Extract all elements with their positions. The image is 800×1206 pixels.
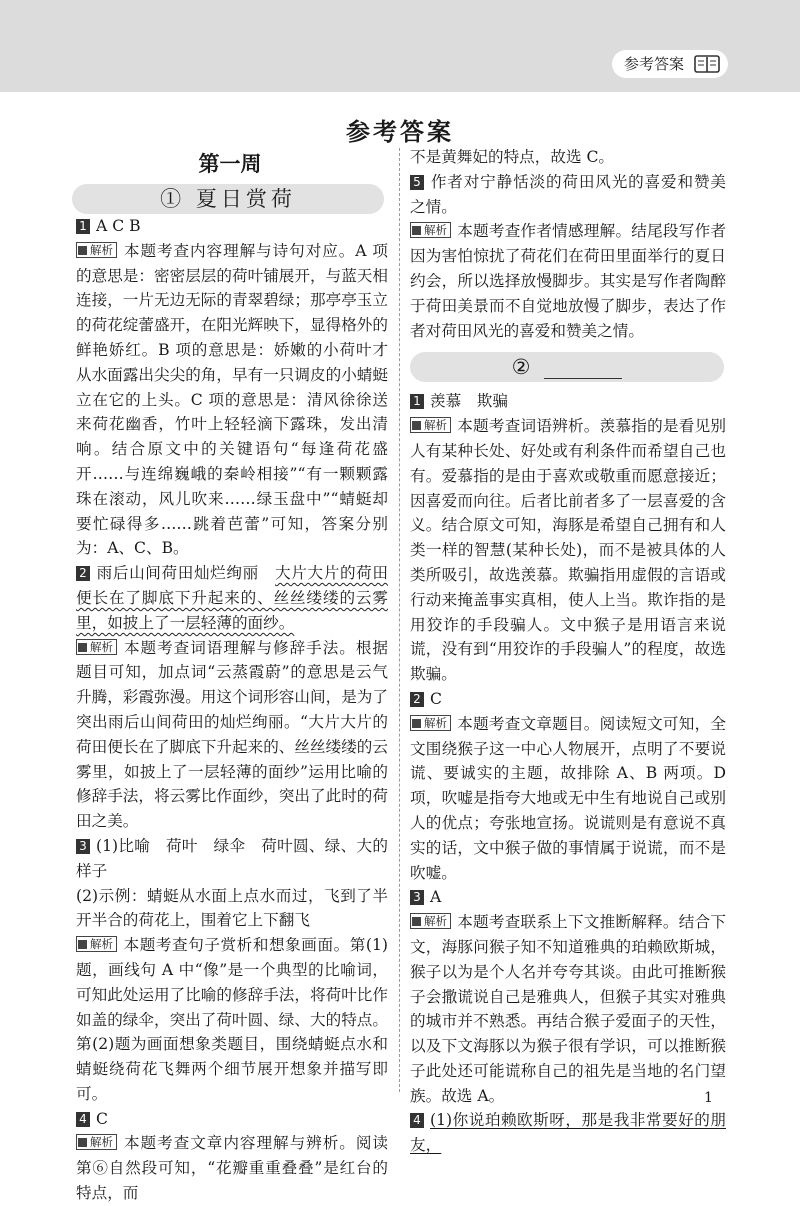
- answer-item: [410, 885, 726, 910]
- tag-square-icon: [78, 940, 87, 949]
- question-number: 2: [410, 692, 424, 707]
- analysis-text: 本题考查句子赏析和想象画面。第(1)题，画线句 A 中“像”是一个典型的比喻词，可知此处运用了比喻的修辞手法，将荷叶比作如盖的绿伞，突出了荷叶圆、绿、大的特点。第(2)题为画面想象类题目，围绕蜻蜓点水和蜻蜓绕荷花飞舞两个细节展开想象并描写即可。: [76, 936, 388, 1103]
- answer-item: [410, 170, 726, 220]
- analysis-text: 本题考查词语理解与修辞手法。根据题目可知，加点词“云蒸霞蔚”的意思是云气升腾，彩霞弥漫。用这个词形容山间，是为了突出雨后山间荷田的灿烂绚丽。“大片大片的荷田便长在了脚底下升起来的、丝丝缕缕的云雾里，如披上了一层轻薄的面纱”运用比喻的修辞手法，将云雾比作面纱，突出了此时的荷田之美。: [76, 638, 388, 831]
- lesson2-number: ②: [511, 355, 535, 379]
- analysis-text: 本题考查联系上下文推断解释。结合下文，海豚问猴子知不知道雅典的珀赖欧斯城，猴子以为是个人名并夸夸其谈。由此可推断猴子会撒谎说自己是雅典人，但猴子其实对雅典的城市并不熟悉。再结合猴子爱面子的天性，以及下文海豚以为猴子很有学识，可以推断猴子此处还可能谎称自己的祖先是当地的名门望族。故选 A。: [410, 913, 726, 1105]
- answer-item: [410, 1108, 726, 1158]
- analysis-tag: 解析: [410, 715, 451, 731]
- analysis-item: [410, 910, 726, 1108]
- answer-text: A: [430, 888, 442, 907]
- book-icon: [694, 55, 720, 73]
- page-title: 参考答案: [346, 118, 454, 146]
- analysis-tag: 解析: [410, 417, 451, 433]
- tag-square-icon: [412, 917, 421, 926]
- question-number: 1: [76, 219, 90, 234]
- analysis-item: [76, 636, 388, 834]
- analysis-tag: 解析: [76, 936, 117, 952]
- answer-item: [76, 214, 388, 239]
- tag-square-icon: [78, 1138, 87, 1147]
- banner-spacer: [410, 343, 726, 389]
- analysis-tag: 解析: [410, 913, 451, 929]
- analysis-item: [410, 219, 726, 343]
- answer-text: (1)你说珀赖欧斯呀，那是我非常要好的朋友，: [410, 1111, 726, 1155]
- analysis-item: [76, 1131, 388, 1205]
- right-column: [410, 145, 726, 1158]
- answer-text: A C B: [96, 217, 141, 235]
- answer-badge: [612, 50, 728, 78]
- tag-square-icon: [78, 246, 87, 255]
- analysis-tag: 解析: [410, 222, 451, 238]
- answer-text: 雨后山间荷田灿烂绚丽: [96, 564, 259, 583]
- answer-item-continued: (2)示例：蜻蜓从水面上点水而过，飞到了半开半合的荷花上，围着它上下翻飞: [76, 886, 388, 930]
- analysis-item: [410, 414, 726, 687]
- question-number: 3: [76, 839, 90, 854]
- question-number: 3: [410, 890, 424, 905]
- analysis-item: [76, 239, 388, 561]
- answer-item: [410, 389, 726, 414]
- answer-text: 羡慕 欺骗: [430, 392, 508, 411]
- analysis-item: [76, 933, 388, 1107]
- analysis-tag: 解析: [76, 242, 117, 258]
- answer-item: [76, 561, 388, 635]
- underlined-sentence: 大片大片的荷田便长在了脚底下升起来的、丝丝缕缕的云雾里，如披上了一层轻薄的面纱。: [76, 564, 388, 632]
- continued-text: 不是黄舞妃的特点，故选 C。: [410, 148, 615, 166]
- left-column: [76, 214, 388, 1206]
- tag-square-icon: [412, 226, 421, 235]
- question-number: 1: [410, 394, 424, 409]
- answer-text: C: [96, 1109, 108, 1128]
- analysis-tag: 解析: [76, 1134, 117, 1150]
- question-number: 2: [76, 566, 90, 581]
- answer-item: [410, 687, 726, 712]
- answer-item: [76, 1107, 388, 1132]
- page-number: 1: [704, 1090, 713, 1106]
- analysis-text: 本题考查内容理解与诗句对应。A 项的意思是：密密层层的荷叶铺展开，与蓝天相连接，一片无边无际的青翠碧绿；那亭亭玉立的荷花绽蕾盛开，在阳光辉映下，显得格外的鲜艳娇红。B 项的意思是：娇嫩的小荷叶才从水面露出尖尖的角，早有一只调皮的小蜻蜓立在它的上头。C 项的意思是：清风徐徐送来荷花幽香，竹叶上轻轻滴下露珠，发出清响。结合原文中的关键语句“每逢荷花盛开……与连绵巍峨的秦岭相接”“有一颗颗露珠在滚动，风儿吹来……绿玉盘中”“蜻蜓却要忙碌得多……跳着芭蕾”可知，答案分别为：A、C、B。: [76, 241, 388, 558]
- header-band: [0, 0, 800, 92]
- analysis-item: [410, 712, 726, 886]
- lesson1-banner: ① 夏日赏荷: [72, 184, 384, 214]
- answer-item: [76, 834, 388, 884]
- tag-square-icon: [78, 643, 87, 652]
- column-divider: [399, 148, 400, 1092]
- analysis-text: 本题考查作者情感理解。结尾段写作者因为害怕惊扰了荷花们在荷田里面举行的夏日约会，所以选择放慢脚步。其实是写作者陶醉于荷田美景而不自觉地放慢了脚步，表达了作者对荷田风光的喜爱和赞美之情。: [410, 222, 726, 340]
- tag-square-icon: [412, 719, 421, 728]
- week-heading: 第一周: [198, 152, 262, 176]
- analysis-text: 本题考查文章内容理解与辨析。阅读第⑥自然段可知，“花瓣重重叠叠”是红台的特点，而: [76, 1134, 388, 1203]
- question-number: 4: [410, 1113, 424, 1128]
- answer-text: 作者对宁静恬淡的荷田风光的喜爱和赞美之情。: [410, 172, 726, 216]
- analysis-text: 本题考查词语辨析。羡慕指的是看见别人有某种长处、好处或有利条件而希望自己也有。爱慕指的是由于喜欢或敬重而愿意接近；因喜爱而向往。后者比前者多了一层喜爱的含义。结合原文可知，海豚是希望自己拥有和人类一样的智慧(某种长处)，而不是被具体的人类所吸引，故选羡慕。欺骗指用虚假的言语或行动来掩盖事实真相，使人上当。欺诈指的是用狡诈的手段骗人。文中猴子是用语言来说谎，没有到“用狡诈的手段骗人”的程度，故选欺骗。: [410, 417, 726, 684]
- question-number: 4: [76, 1112, 90, 1127]
- badge-label: 参考答案: [624, 55, 685, 73]
- tag-square-icon: [412, 421, 421, 430]
- question-number: 5: [410, 175, 424, 190]
- analysis-tag: 解析: [76, 639, 117, 655]
- answer-text: C: [430, 689, 442, 708]
- answer-text: (1)比喻 荷叶 绿伞 荷叶圆、绿、大的样子: [76, 836, 388, 880]
- analysis-text: 本题考查文章题目。阅读短文可知，全文围绕猴子这一中心人物展开，点明了不要说谎、要诚实的主题，故排除 A、B 两项。D 项，吹嘘是指夸大地或无中生有地说自己或别人的优点；夸张地宣扬。说谎则是有意说不真实的话，文中猴子做的事情属于说谎，而不是吹嘘。: [410, 714, 726, 882]
